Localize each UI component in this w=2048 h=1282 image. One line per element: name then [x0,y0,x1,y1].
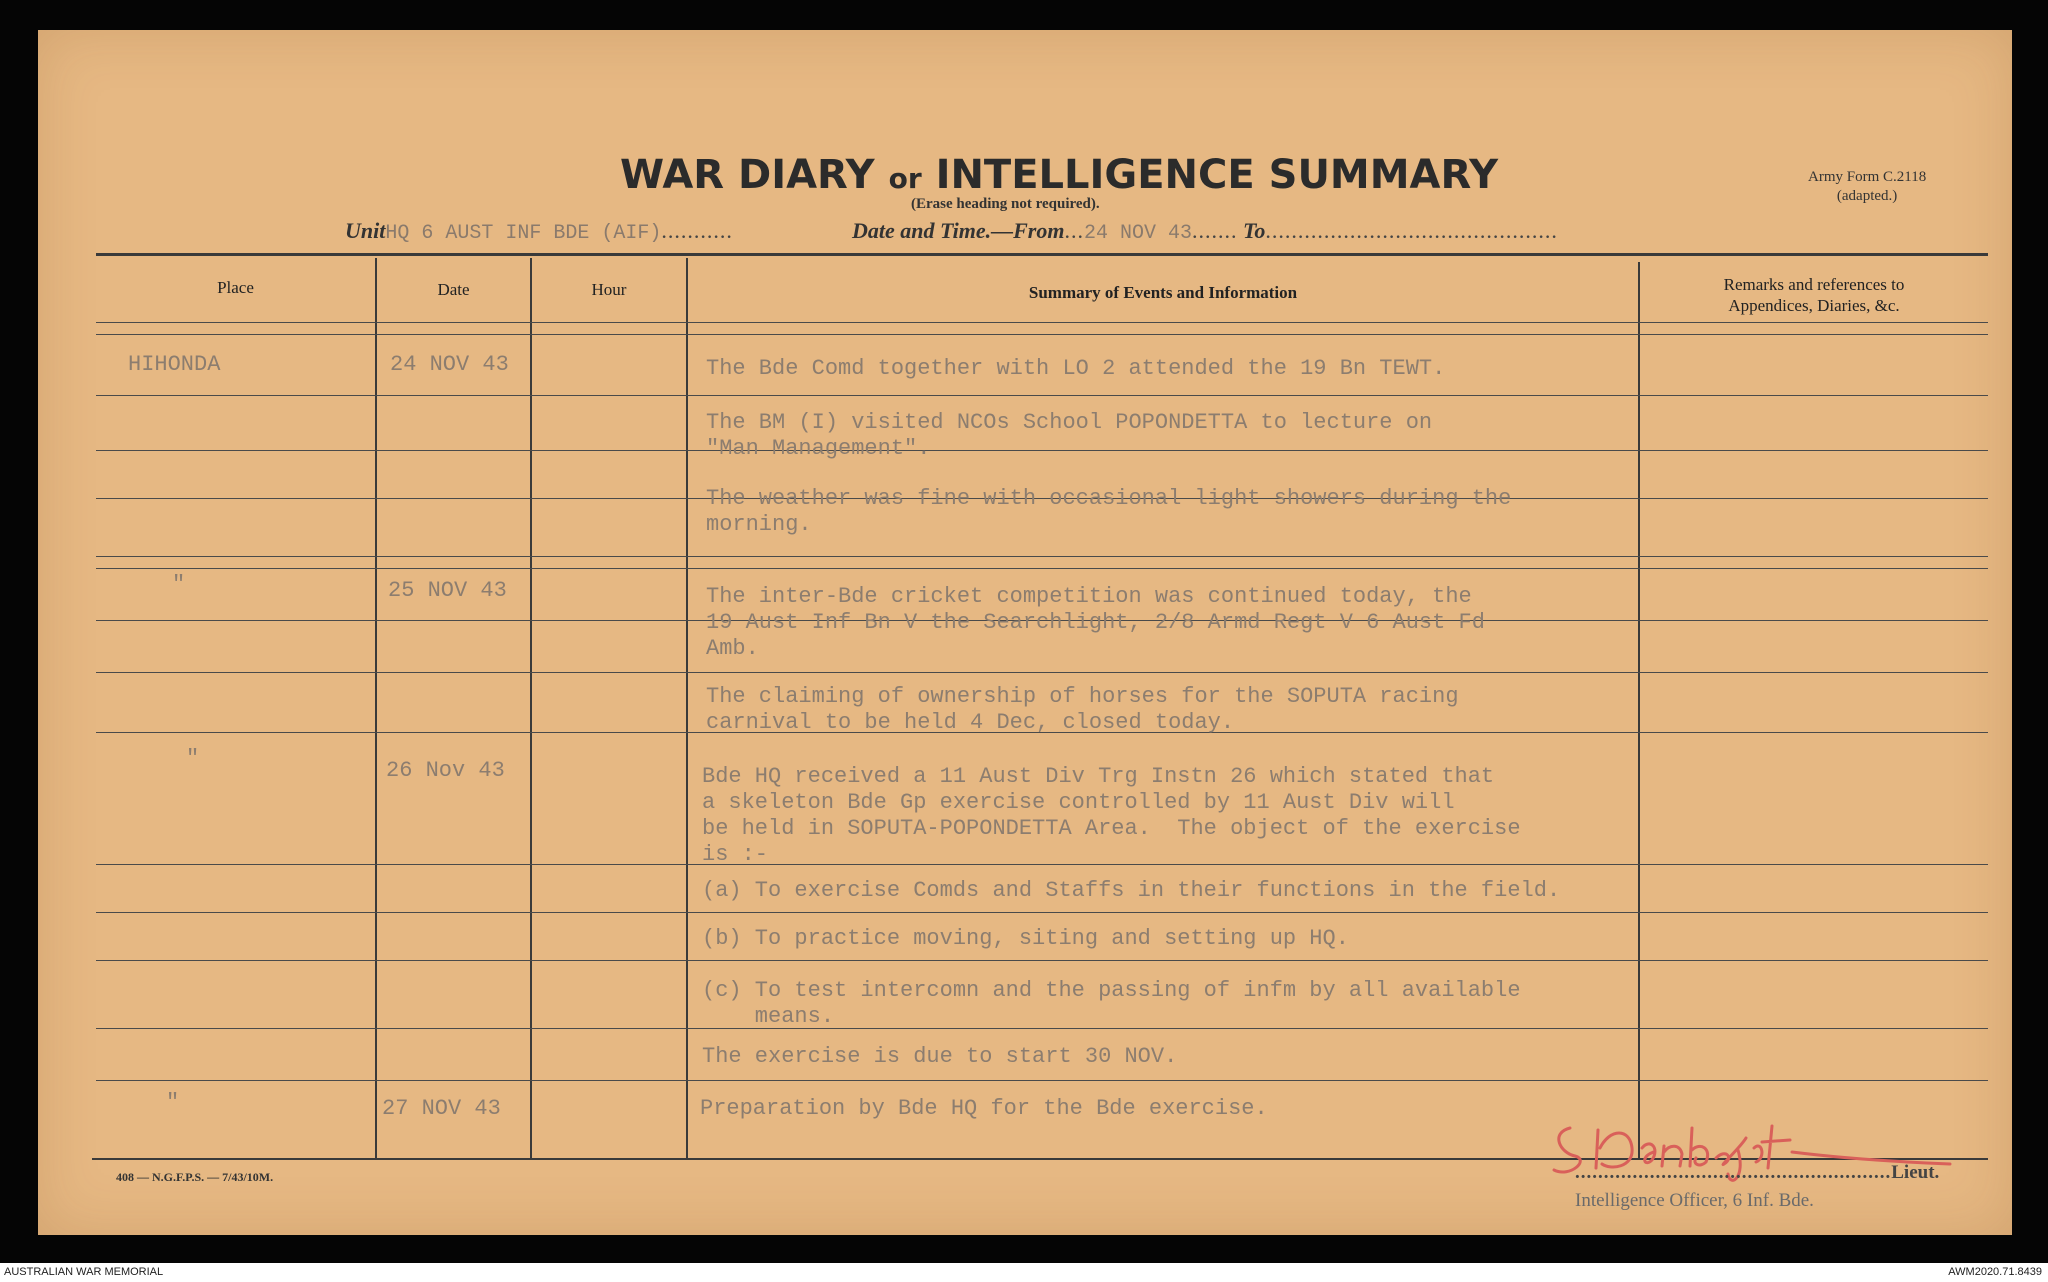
signature-rank-line: .......................................................Lieut. [1575,1162,1940,1183]
ruled-line [96,556,1988,557]
col-divider-place [375,258,377,1158]
remarks-header-line1: Remarks and references to [1723,275,1905,294]
col-divider-date [530,258,532,1158]
col-divider-hour [686,258,688,1158]
army-form-adapted: (adapted.) [1836,188,1898,204]
entry-6-text: Bde HQ received a 11 Aust Div Trg Instn 26 which stated that a skeleton Bde Gp exercise controlled by 11 Aust Div will be held in SOPUTA-POPONDETTA Area. The object of the exercise is :- [702,764,1521,867]
col-header-hour: Hour [591,280,627,299]
entry-5-text: The claiming of ownership of horses for the SOPUTA racing carnival to be held 4 Dec, closed today. [706,684,1459,735]
footer-accession-number: AWM2020.71.8439 [1948,1266,2042,1278]
ruled-line [96,322,1988,323]
table-top-rule [96,253,1988,256]
entry-2-text: The BM (I) visited NCOs School POPONDETTA to lecture on "Man Management". [706,410,1433,461]
entry-6-place: " [186,746,200,771]
date-to-label: To [1243,218,1266,243]
title-intelligence-summary: INTELLIGENCE SUMMARY [935,152,1499,198]
entry-8-text: (b) To practice moving, siting and setting up HQ. [702,926,1349,951]
entry-3-text: The weather was fine with occasional light showers during the morning. [706,486,1512,537]
date-from-value: 24 NOV 43 [1083,222,1192,245]
erase-note: (Erase heading not required). [911,196,1100,212]
ruled-line [96,1080,1988,1081]
ruled-line [96,395,1988,396]
entry-1-date: 24 NOV 43 [390,352,509,377]
signature-title: Intelligence Officer, 6 Inf. Bde. [1575,1190,1814,1211]
signature-block [1575,1162,1939,1212]
entry-1-text: The Bde Comd together with LO 2 attended the 19 Bn TEWT. [706,356,1446,381]
entry-4-place: " [172,572,186,597]
title-war-diary: WAR DIARY [620,152,875,198]
entry-4-date: 25 NOV 43 [388,578,507,603]
army-form-line: Army Form C.2118 [1808,169,1927,185]
date-from-label: Date and Time.—From [852,218,1065,243]
form-title [620,152,1498,198]
signature-rank: Lieut. [1891,1162,1940,1183]
ruled-line [96,334,1988,335]
ruled-line [96,960,1988,961]
remarks-header-line2: Appendices, Diaries, &c. [1728,296,1900,315]
col-header-remarks [1640,274,1988,316]
col-header-place: Place [217,278,254,297]
entry-7-text: (a) To exercise Comds and Staffs in their functions in the field. [702,878,1561,903]
entry-4-text: The inter-Bde cricket competition was continued today, the 19 Aust Inf Bn V the Searchlight, 2/8 Armd Regt V 6 Aust Fd Amb. [706,584,1485,661]
unit-label: Unit [345,218,386,243]
print-code: 408 — N.G.F.P.S. — 7/43/10M. [116,1170,274,1184]
date-line: Date and Time.—From...24 NOV 43....... To............................................. [852,218,1558,245]
entry-10-text: The exercise is due to start 30 NOV. [702,1044,1178,1069]
ruled-line [96,912,1988,913]
army-form-number [1808,168,1926,206]
unit-line: UnitHQ 6 AUST INF BDE (AIF)........... [345,218,733,245]
entry-11-date: 27 NOV 43 [382,1096,501,1121]
entry-9-text: (c) To test intercomn and the passing of infm by all available means. [702,978,1521,1029]
archive-footer [0,1263,2048,1282]
ruled-line [96,672,1988,673]
entry-11-text: Preparation by Bde HQ for the Bde exercise. [700,1096,1268,1121]
col-divider-summary [1638,262,1640,1158]
entry-11-place: " [166,1090,180,1115]
entry-6-date: 26 Nov 43 [386,758,505,783]
ruled-line [96,568,1988,569]
col-header-date: Date [437,280,470,299]
title-or: or [888,162,922,195]
unit-value: HQ 6 AUST INF BDE (AIF) [385,222,662,245]
footer-archive-name: AUSTRALIAN WAR MEMORIAL [4,1266,164,1278]
entry-1-place: HIHONDA [128,352,221,377]
col-header-summary: Summary of Events and Information [1028,283,1298,302]
